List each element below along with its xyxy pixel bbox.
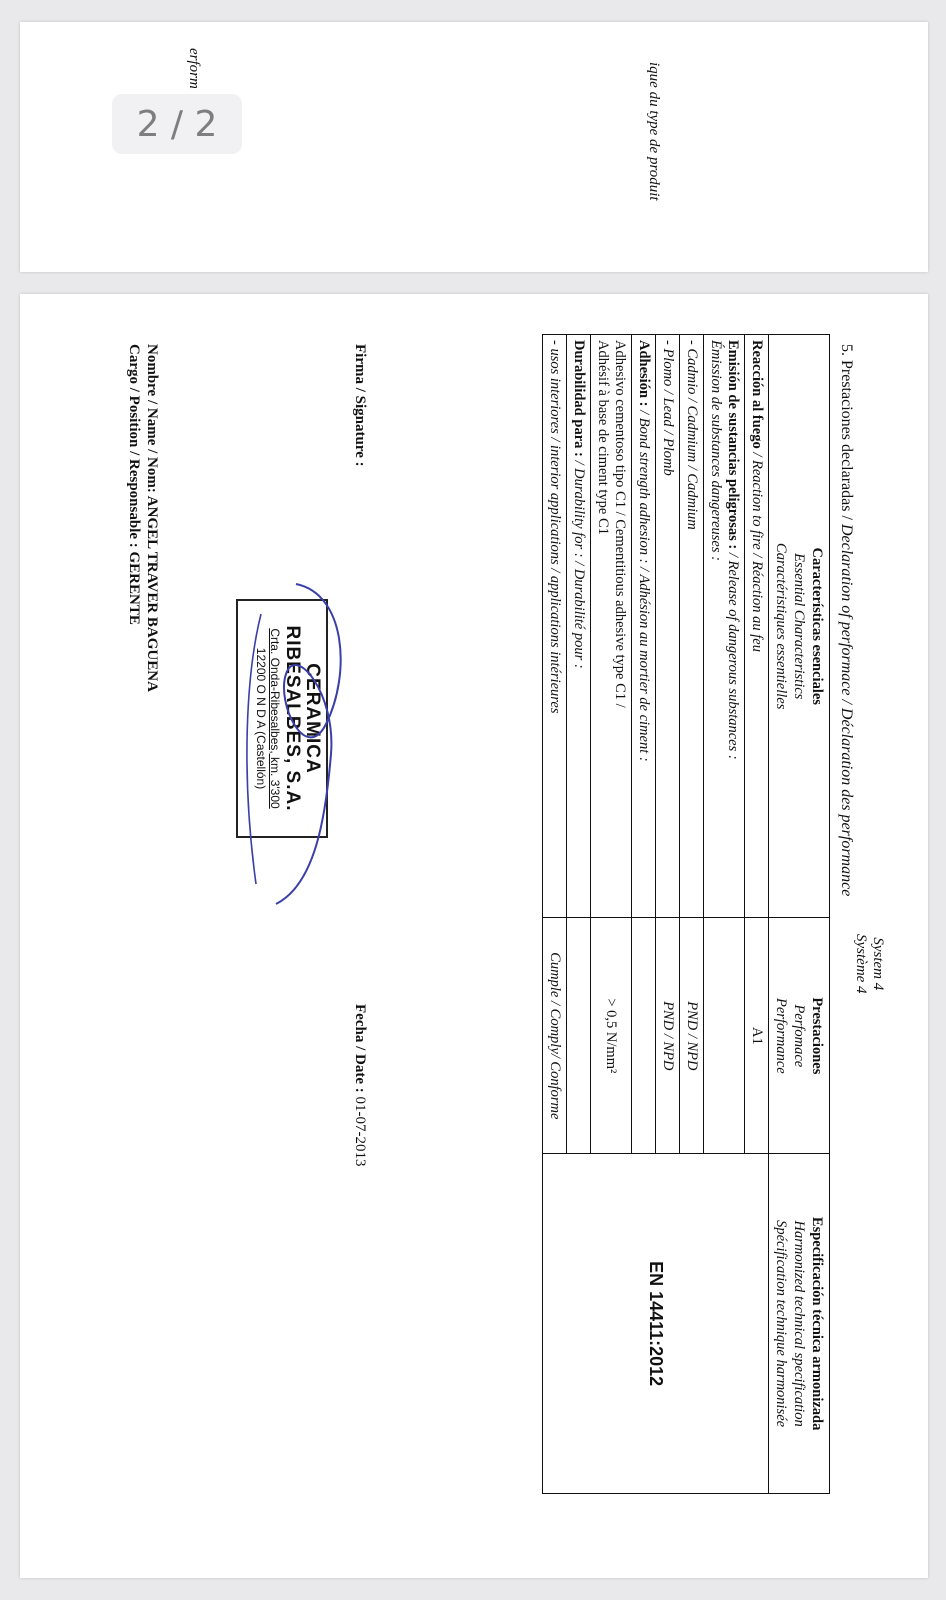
adhesion-label-rest: / Bond strength adhesion : / Adhésion au mortier de ciment : [636,410,652,762]
row-adhesive-value: > 0,5 N/mm² [591,918,632,1154]
date-line [351,1004,368,1166]
signature-label: Firma / Signature : [352,344,368,467]
header-performance-fr: Performance [773,997,789,1074]
row-lead-label: - Plomo / Lead / Plomb [656,335,680,918]
fire-label-bold: Reacción al fuego [749,340,765,449]
section-title-en-fr: Declaration of performace / Déclaration des performance [838,523,855,897]
durability-label-bold: Durabilidad para : [571,340,587,461]
header-characteristics-fr: Caractéristiques essentielles [773,543,789,710]
adhesive-line-2: Adhésif à base de ciment type C1 [595,340,611,535]
row-fire-value: A1 [745,918,769,1154]
header-specification [769,1154,830,1494]
page1-fragment-text: ique du type de produit [646,62,662,201]
row-cadmium-value: PND / NPD [680,918,704,1154]
row-interior-label: - usos interiores / interior applications / applications intérieures [543,335,567,918]
row-adhesion-label [632,335,656,918]
performance-table [542,334,830,1494]
table-row [745,335,769,1494]
row-adhesive-label [591,335,632,918]
row-danger-label [704,335,745,918]
row-interior-value: Cumple / Comply/ Conforme [543,918,567,1154]
row-fire-label [745,335,769,918]
section-title-es: 5. Prestaciones declaradas / [838,344,855,524]
page1-fragment-edge-text: erform [186,48,202,89]
header-performance [769,918,830,1154]
danger-label-bold: Emisión de sustancias peligrosas : [725,340,741,553]
header-specification-es: Especificación técnica armonizada [809,1216,825,1431]
adhesion-label-bold: Adhesión : [636,340,652,411]
header-specification-en: Harmonized technical specification [791,1220,807,1427]
row-adhesion-value [632,918,656,1154]
stamp-line-2: RIBESALBES, S.A. [282,625,303,812]
stamp-line-3: Crta. Onda-Ribesalbes, km. 3'300 [268,628,282,809]
row-durability-value [567,918,591,1154]
header-performance-en: Perfomace [791,1004,807,1068]
date-label: Fecha / Date : [352,1004,368,1093]
row-cadmium-label: - Cadmio / Cadmium / Cadmium [680,335,704,918]
stamp-line-4: 12200 O N D A (Castellón) [254,647,268,790]
danger-label-rest: / Release of dangerous substances : [725,552,741,760]
page-indicator: 2 / 2 [112,94,242,154]
table-header-row [769,335,830,1494]
previous-page [20,22,928,272]
danger-label-fr: Émission de substances dangereuses : [708,340,724,561]
stamp-line-1: CERAMICA [302,663,323,774]
system-line-2: Système 4 [853,934,869,994]
signatory-position: Cargo / Position / Responsable : GERENTE [126,344,142,625]
signatory-name: Nombre / Name / Nom: ANGEL TRAVER BAGUENA [144,344,160,692]
row-danger-value [704,918,745,1154]
date-value: 01-07-2013 [352,1092,368,1167]
header-characteristics-en: Essential Characteristics [791,553,807,700]
system-line-1: System 4 [870,937,886,991]
section-title [837,344,855,896]
system-label [852,934,886,994]
header-performance-es: Prestaciones [809,997,825,1075]
header-characteristics [769,335,830,918]
row-lead-value: PND / NPD [656,918,680,1154]
document-page [20,294,928,1578]
header-specification-fr: Spécification technique harmonisée [773,1220,789,1428]
row-durability-label [567,335,591,918]
specification-value: EN 14411:2012 [543,1154,769,1494]
company-stamp [236,599,328,838]
header-characteristics-es: Características esenciales [809,547,825,705]
durability-label-rest: / Durability for : / Durabilité pour : [571,460,587,669]
adhesive-line-1: Adhesivo cementoso tipo C1 / Cementitious adhesive type C1 / [612,340,628,708]
fire-label-rest: / Reaction to fire / Réaction au feu [749,448,765,652]
rotated-sheet [20,294,928,1578]
